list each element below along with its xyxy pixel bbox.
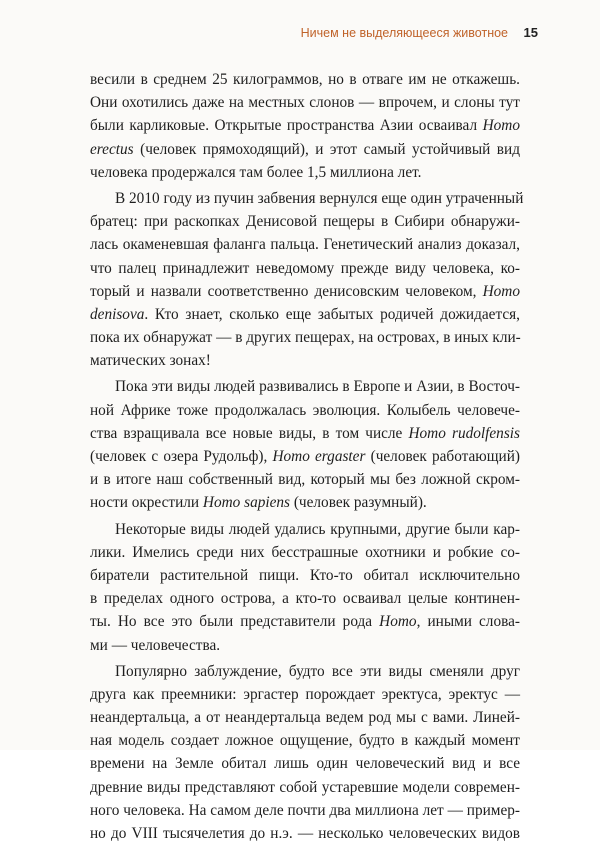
text-run: Они охотились даже на местных слонов — впрочем, и слоны тут <box>90 94 520 112</box>
text-run: что палец принадлежит неведомому прежде виду человека, ко- <box>90 259 520 277</box>
text-run: братец: при раскопках Денисовой пещеры в Сибири обнаружи- <box>90 213 520 231</box>
text-run: (человек прямоходящий), и этот самый устойчивый вид <box>133 140 520 158</box>
text-run: древние виды представляют собой устаревшие модели современ- <box>90 778 520 796</box>
paragraph <box>90 375 520 514</box>
text-run: ности окрестили <box>90 494 203 512</box>
italic-term: Homo rudolfensis <box>408 424 520 442</box>
text-line <box>90 587 520 610</box>
text-run: (человек разумный). <box>290 494 427 512</box>
text-run: ного человека. На самом деле почти два миллиона лет — пример- <box>90 801 520 819</box>
text-line <box>90 683 520 706</box>
text-line <box>90 634 520 657</box>
italic-term: denisova <box>90 305 145 323</box>
text-line <box>90 729 520 752</box>
text-run: лики. Имелись среди них бесстрашные охотники и робкие со- <box>90 543 520 561</box>
text-line <box>90 610 520 633</box>
text-run: ты. Но все это были представители рода <box>90 613 380 631</box>
text-run: ства взращивала все новые виды, в том числе <box>90 424 409 442</box>
text-line <box>90 564 520 587</box>
paragraph <box>90 187 524 373</box>
italic-term: Homo sapiens <box>202 494 291 512</box>
text-line <box>90 468 520 491</box>
text-run: торый и назвали соответственно денисовским человеком, <box>90 282 483 300</box>
text-run: Пока эти виды людей развивались в Европе и Азии, в Восточ- <box>115 378 520 396</box>
text-line <box>90 660 520 683</box>
text-run: друга как преемники: эргастер порождает эректуса, эректус — <box>90 685 520 703</box>
text-line <box>90 706 520 729</box>
text-line <box>90 752 520 775</box>
text-run: неандертальца, а от неандертальца ведем род мы с вами. Линей- <box>90 709 520 727</box>
text-line <box>90 518 520 541</box>
running-head <box>0 24 600 42</box>
body-text <box>90 68 524 845</box>
text-run: , иными слова- <box>416 613 520 631</box>
text-line <box>90 187 524 210</box>
text-line <box>90 326 520 349</box>
text-run: (человек работающий) <box>365 448 520 465</box>
text-line <box>90 399 520 422</box>
text-run: в пределах одного острова, а кто-то осваивал целые континен- <box>90 590 520 608</box>
text-run: пока их обнаружат — в других пещерах, на островах, в иных кли- <box>90 329 521 347</box>
text-run: ная модель создает ложное ощущение, будто в каждый момент <box>90 732 520 750</box>
text-line <box>90 138 520 161</box>
text-line <box>90 445 520 468</box>
text-line <box>90 91 520 114</box>
paragraph <box>90 68 520 184</box>
text-line <box>90 233 520 256</box>
text-line <box>90 822 520 845</box>
text-run: но до VIII тысячелетия до н.э. — несколько человеческих видов <box>90 825 520 842</box>
text-run: биратели растительной пищи. Кто-то обитал исключительно <box>90 566 520 584</box>
text-run: Некоторые виды людей удались крупными, другие были кар- <box>115 520 520 538</box>
text-run: времени на Земле обитал лишь один человеческий вид и все <box>90 755 520 773</box>
text-line <box>90 799 520 822</box>
italic-term: Homo ergaster <box>272 448 366 465</box>
running-title: Ничем не выделяющееся животное <box>300 26 508 40</box>
italic-term: erectus <box>90 140 134 158</box>
text-line <box>90 491 520 514</box>
text-run: и в итоге наш собственный вид, который мы без ложной скром- <box>90 471 520 489</box>
text-run: . Кто знает, сколько еще забытых родичей дожидается, <box>144 305 520 323</box>
text-run: ной Африке тоже продолжалась эволюция. Колыбель человече- <box>90 401 520 419</box>
text-run: человека продержался там более 1,5 миллиона лет. <box>90 163 422 181</box>
text-run: (человек с озера Рудольф), <box>90 448 273 465</box>
text-line <box>90 541 520 564</box>
text-line <box>90 210 520 233</box>
text-run: лась окаменевшая фаланга пальца. Генетический анализ доказал, <box>90 236 520 254</box>
italic-term: Homo <box>379 613 417 631</box>
text-run: матических зонах! <box>90 352 211 370</box>
text-run: ми — человечества. <box>90 636 221 654</box>
text-line <box>90 114 520 137</box>
paragraph <box>90 660 520 845</box>
italic-term: Homo <box>482 117 520 135</box>
text-run: Популярно заблуждение, будто все эти виды сменяли друг <box>115 662 520 680</box>
text-line <box>90 375 520 398</box>
text-line <box>90 280 520 303</box>
text-line <box>90 68 520 91</box>
text-run: были карликовые. Открытые пространства Азии осваивал <box>90 117 483 135</box>
text-line <box>90 161 520 184</box>
italic-term: Homo <box>482 282 520 300</box>
paragraph <box>90 518 520 657</box>
text-run: В 2010 году из пучин забвения вернулся еще один утраченный <box>115 189 524 207</box>
text-line <box>90 776 520 799</box>
page-number: 15 <box>523 25 538 40</box>
text-line <box>90 257 520 280</box>
text-line <box>90 349 520 372</box>
text-run: весили в среднем 25 килограммов, но в отваге им не откажешь. <box>90 71 520 88</box>
text-line <box>90 303 520 326</box>
text-line <box>90 422 520 445</box>
